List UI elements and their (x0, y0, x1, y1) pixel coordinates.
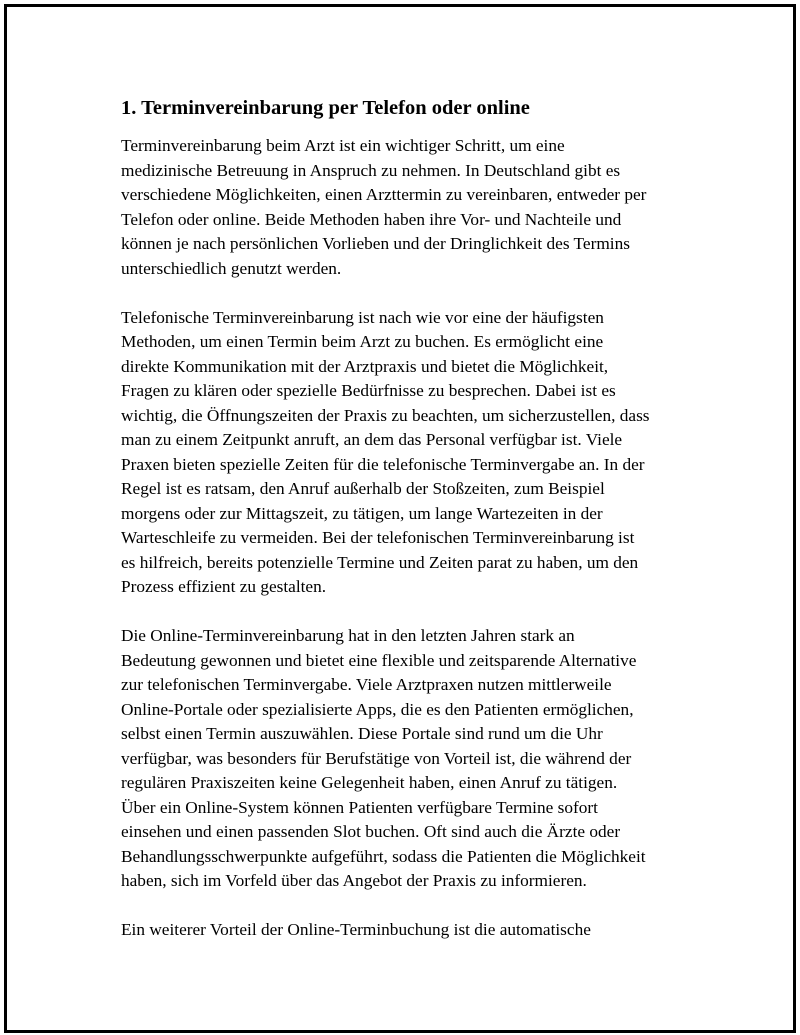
text-line: unterschiedlich genutzt werden. (121, 258, 342, 278)
text-line: Fragen zu klären oder spezielle Bedürfnisse zu besprechen. Dabei ist es (121, 381, 616, 400)
text-line: Terminvereinbarung beim Arzt ist ein wichtiger Schritt, um eine (121, 136, 565, 155)
text-line: Online-Portale oder spezialisierte Apps, die es den Patienten ermöglichen, (121, 699, 634, 719)
text-line: Telefonische Terminvereinbarung ist nach wie vor eine der häufigsten (121, 307, 604, 327)
text-line: einsehen und einen passenden Slot buchen. Oft sind auch die Ärzte oder (121, 822, 621, 841)
text-line: medizinische Betreuung in Anspruch zu nehmen. In Deutschland gibt es (121, 160, 621, 180)
text-line: Bedeutung gewonnen und bietet eine flexible und zeitsparende Alternative (121, 650, 637, 670)
text-line: Die Online-Terminvereinbarung hat in den letzten Jahren stark an (121, 626, 575, 645)
document-body (121, 94, 691, 967)
text-line: Praxen bieten spezielle Zeiten für die telefonische Terminvergabe an. In der (121, 454, 645, 474)
paragraph-online (121, 624, 691, 894)
text-line: verschiedene Möglichkeiten, einen Arzttermin zu vereinbaren, entweder per (121, 185, 647, 204)
text-line: Warteschleife zu vermeiden. Bei der telefonischen Terminvereinbarung ist (121, 528, 635, 547)
text-line: Regel ist es ratsam, den Anruf außerhalb der Stoßzeiten, zum Beispiel (121, 479, 605, 498)
text-line: wichtig, die Öffnungszeiten der Praxis zu beachten, um sicherzustellen, dass (121, 405, 650, 425)
text-line: Über ein Online-System können Patienten verfügbare Termine sofort (121, 797, 598, 817)
text-line: verfügbar, was besonders für Berufstätige von Vorteil ist, die während der (121, 748, 632, 768)
text-line: zur telefonischen Terminvergabe. Viele Arztpraxen nutzen mittlerweile (121, 675, 612, 694)
text-line: Methoden, um einen Termin beim Arzt zu buchen. Es ermöglicht eine (121, 332, 604, 351)
text-line: Telefon oder online. Beide Methoden haben ihre Vor- und Nachteile und (121, 209, 622, 229)
section-heading: 1. Terminvereinbarung per Telefon oder online (121, 97, 530, 119)
text-line: morgens oder zur Mittagszeit, zu tätigen, um lange Wartezeiten in der (121, 503, 603, 523)
text-line: direkte Kommunikation mit der Arztpraxis und bietet die Möglichkeit, (121, 356, 609, 376)
text-line: Prozess effizient zu gestalten. (121, 577, 327, 596)
text-line: Ein weiterer Vorteil der Online-Terminbuchung ist die automatische (121, 920, 591, 939)
text-line: haben, sich im Vorfeld über das Angebot der Praxis zu informieren. (121, 871, 587, 890)
text-line: können je nach persönlichen Vorlieben und der Dringlichkeit des Termins (121, 234, 630, 253)
text-line: regulären Praxiszeiten keine Gelegenheit haben, einen Anruf zu tätigen. (121, 773, 618, 792)
paragraph-intro (121, 134, 691, 281)
text-line: es hilfreich, bereits potenzielle Termine und Zeiten parat zu haben, um den (121, 552, 639, 572)
text-line: man zu einem Zeitpunkt anruft, an dem das Personal verfügbar ist. Viele (121, 430, 623, 449)
paragraph-vorteil (121, 918, 691, 943)
paragraph-telefon (121, 306, 691, 600)
page-frame (4, 4, 796, 1033)
text-line: Behandlungsschwerpunkte aufgeführt, sodass die Patienten die Möglichkeit (121, 846, 646, 866)
text-line: selbst einen Termin auszuwählen. Diese Portale sind rund um die Uhr (121, 724, 603, 743)
